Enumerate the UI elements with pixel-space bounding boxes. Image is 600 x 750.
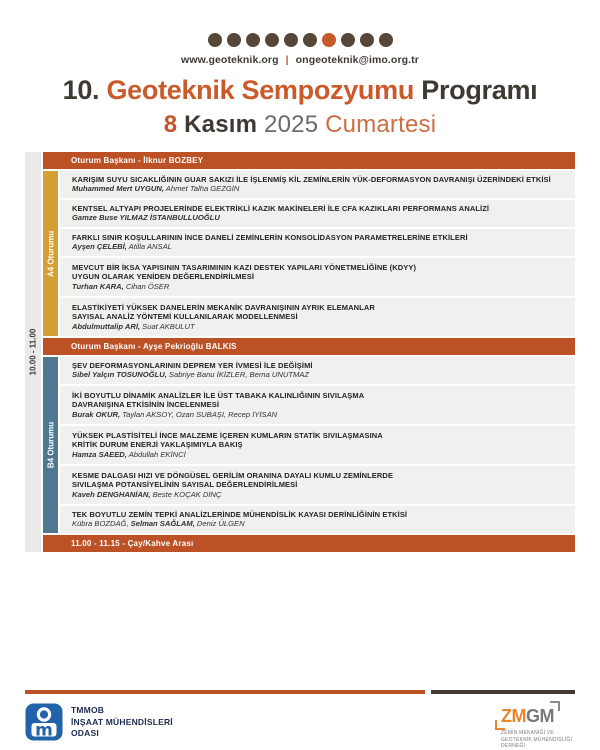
schedule-body xyxy=(43,152,575,552)
paper-title: ŞEV DEFORMASYONLARININ DEPREM YER İVMESİ İLE DEĞİŞİMİ xyxy=(72,360,313,370)
tmmob-logo-block xyxy=(25,703,173,741)
paper-title: FARKLI SINIR KOŞULLARININ İNCE DANELİ ZEMİNLERİN KONSOLİDASYON PARAMETRELERİNE ETKİLERİ xyxy=(72,232,468,242)
paper-row xyxy=(60,506,575,533)
paper-row xyxy=(60,466,575,504)
paper-row xyxy=(60,426,575,464)
date-weekday: Cumartesi xyxy=(325,111,437,138)
title-prefix: 10. xyxy=(62,75,107,105)
paper-authors: Burak OKUR, Taylan AKSOY, Ozan SUBAŞI, Recep İYİSAN xyxy=(72,409,278,419)
decorative-dots-row xyxy=(0,0,600,47)
footer-rule-orange xyxy=(25,690,425,694)
paper-title: YÜKSEK PLASTİSİTELİ İNCE MALZEME İÇEREN KUMLARIN STATİK SIVILAŞMASINA KRİTİK DURUM ENERJİ YAKLAŞIMIYLA BAKIŞ xyxy=(72,430,383,449)
session-b4-strip xyxy=(43,357,58,533)
svg-text:m: m xyxy=(35,720,53,741)
schedule-table xyxy=(25,152,575,552)
dot-icon xyxy=(379,33,393,47)
session-a4-chair-label: Oturum Başkanı - İlknur BOZBEY xyxy=(71,156,204,165)
page-title xyxy=(0,75,600,106)
paper-row xyxy=(60,298,575,336)
paper-row xyxy=(60,171,575,198)
footer xyxy=(25,690,575,750)
paper-authors: Muhammed Mert UYGUN, Ahmet Talha GEZGİN xyxy=(72,184,240,194)
paper-authors: Kübra BOZDAĞ, Selman SAĞLAM, Deniz ÜLGEN xyxy=(72,519,245,529)
session-a4-block xyxy=(43,171,575,336)
paper-title: KENTSEL ALTYAPI PROJELERİNDE ELEKTRİKLİ KAZIK MAKİNELERİ İLE CFA KAZIKLARI PERFORMANS ANALİZİ xyxy=(72,203,490,213)
paper-title: İKİ BOYUTLU DİNAMİK ANALİZLER İLE ÜST TABAKA KALINLIĞININ SIVILAŞMA DAVRANIŞINA ETKİSİNİN İNCELENMESİ xyxy=(72,390,365,409)
zmgm-logo-block xyxy=(495,703,575,750)
paper-title: MEVCUT BİR İKSA YAPISININ TASARIMININ KAZI DESTEK YAPILARI YÖNETMELİĞİNE (KDYY) UYGUN OLARAK YENİDEN DEĞERLENDİRİLMESİ xyxy=(72,262,417,281)
paper-authors: Ayşen ÇELEBİ, Atilla ANSAL xyxy=(72,242,172,252)
dot-icon xyxy=(284,33,298,47)
footer-rule xyxy=(25,690,575,694)
paper-row xyxy=(60,386,575,424)
website-link[interactable]: www.geoteknik.org xyxy=(181,54,279,66)
session-b4-block xyxy=(43,357,575,533)
zmgm-wordmark-icon: ZMGM xyxy=(495,703,560,728)
zmgm-subtitle: ZEMİN MEKANİĞİ VE GEOTEKNİK MÜHENDİSLİĞİ DERNEĞİ xyxy=(501,730,573,749)
date-year: 2025 xyxy=(264,111,326,138)
session-b4-label: B4 Oturumu xyxy=(46,421,55,469)
paper-row xyxy=(60,357,575,384)
session-b4-chair-label: Oturum Başkanı - Ayşe Pekrioğlu BALKIS xyxy=(71,342,237,351)
paper-title: KESME DALGASI HIZI VE DÖNGÜSEL GERİLİM ORANINA DAYALI KUMLU ZEMİNLERDE SIVILAŞMA POTANSİYELİNİN SAYISAL DEĞERLENDİRİLMESİ xyxy=(72,470,394,489)
title-highlight: Geoteknik Sempozyumu xyxy=(106,75,415,105)
date-month: Kasım xyxy=(184,111,265,138)
dot-icon xyxy=(227,33,241,47)
session-a4-label: A4 Oturumu xyxy=(46,230,55,277)
paper-row xyxy=(60,258,575,296)
session-a4-chair-bar xyxy=(43,152,575,169)
footer-rule-dark xyxy=(431,690,575,694)
coffee-break-bar xyxy=(43,535,575,552)
paper-authors: Gamze Buse YILMAZ İSTANBULLUOĞLU xyxy=(72,213,220,223)
separator: | xyxy=(285,54,289,66)
session-a4-strip xyxy=(43,171,58,336)
paper-title: TEK BOYUTLU ZEMİN TEPKİ ANALİZLERİNDE MÜHENDİSLİK KAYASI DERİNLİĞİNİN ETKİSİ xyxy=(72,509,408,519)
paper-row xyxy=(60,229,575,256)
email-link[interactable]: ongeoteknik@imo.org.tr xyxy=(295,54,419,66)
paper-authors: Kaveh DENGHANİAN, Beste KOÇAK DİNÇ xyxy=(72,489,222,499)
dot-icon xyxy=(265,33,279,47)
title-suffix: Programı xyxy=(414,75,538,105)
dot-icon-highlighted xyxy=(322,33,336,47)
paper-authors: Turhan KARA, Cihan ÖSER xyxy=(72,281,170,291)
paper-authors: Abdulmuttalip ARİ, Suat AKBULUT xyxy=(72,321,195,331)
dot-icon xyxy=(341,33,355,47)
paper-title: KARIŞIM SUYU SICAKLIĞININ GUAR SAKIZI İLE İŞLENMİŞ KİL ZEMİNLERİN YÜK-DEFORMASYON DAVRANIŞI ÜZERİNDEKİ ETKİSİ xyxy=(72,174,551,184)
coffee-break-label: 11.00 - 11.15 - Çay/Kahve Arası xyxy=(71,539,194,548)
tmmob-imo-logo-icon xyxy=(25,703,63,741)
dot-icon xyxy=(303,33,317,47)
paper-title: ELASTİKİYETİ YÜKSEK DANELERİN MEKANİK DAVRANIŞININ AYRIK ELEMANLAR SAYISAL ANALİZ YÖNTEMİ KULLANILARAK MODELLENMESİ xyxy=(72,302,375,321)
dot-icon xyxy=(208,33,222,47)
dot-icon xyxy=(246,33,260,47)
tmmob-text: TMMOB İNŞAAT MÜHENDİSLERİ ODASI xyxy=(71,705,173,738)
paper-authors: Hamza SAEED, Abdullah EKİNCİ xyxy=(72,449,186,459)
session-a4-papers xyxy=(60,171,575,336)
dot-icon xyxy=(360,33,374,47)
session-b4-papers xyxy=(60,357,575,533)
paper-authors: Sibel Yalçın TOSUNOĞLU, Sabriye Banu İKİZLER, Berna UNUTMAZ xyxy=(72,370,310,380)
time-range-label: 10.00 - 11.00 xyxy=(28,328,38,376)
session-b4-chair-bar xyxy=(43,338,575,355)
paper-row xyxy=(60,200,575,227)
time-range-column xyxy=(25,152,41,552)
event-date xyxy=(0,111,600,139)
date-day: 8 xyxy=(163,111,185,138)
contact-line xyxy=(0,54,600,66)
